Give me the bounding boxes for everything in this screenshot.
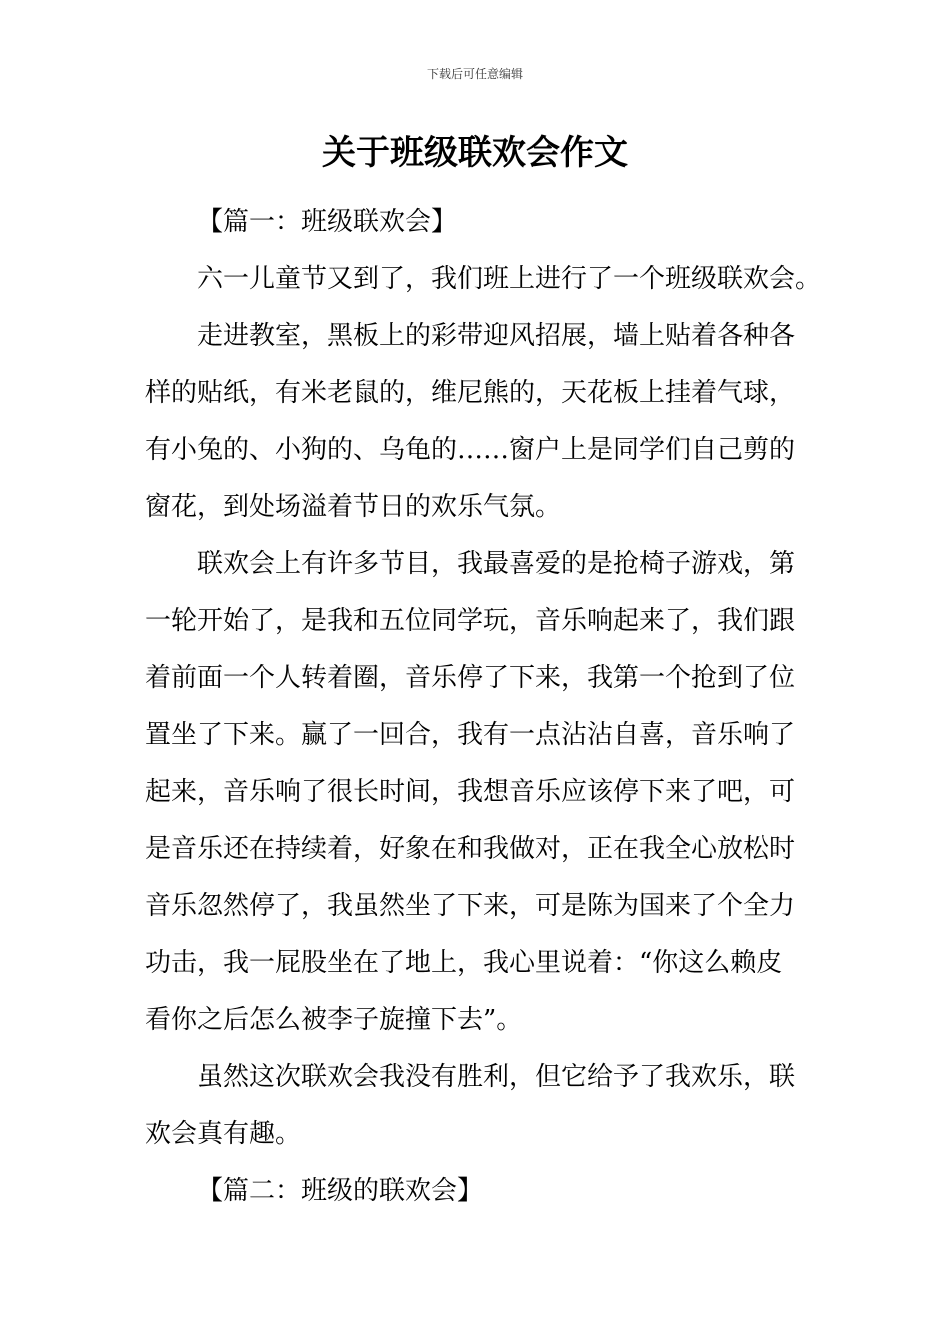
paragraph-line: 着前面一个人转着圈，音乐停了下来，我第一个抢到了位 bbox=[145, 663, 796, 693]
paragraph-line: 走进教室，黑板上的彩带迎风招展，墙上贴着各种各 bbox=[197, 321, 796, 351]
paragraph-line: 起来，音乐响了很长时间，我想音乐应该停下来了吧，可 bbox=[145, 777, 796, 807]
paragraph-line: 置坐了下来。赢了一回合，我有一点沾沾自喜，音乐响了 bbox=[145, 720, 796, 750]
section-heading-2: 【篇二：班级的联欢会】 bbox=[197, 1176, 484, 1206]
paragraph-line: 一轮开始了，是我和五位同学玩，音乐响起来了，我们跟 bbox=[145, 606, 796, 636]
paragraph-line: 音乐忽然停了，我虽然坐了下来，可是陈为国来了个全力 bbox=[145, 891, 796, 921]
paragraph-line: 看你之后怎么被李子旋撞下去”。 bbox=[145, 1005, 523, 1035]
page-title: 关于班级联欢会作文 bbox=[322, 133, 628, 173]
paragraph-line: 是音乐还在持续着，好象在和我做对，正在我全心放松时 bbox=[145, 834, 796, 864]
paragraph-line: 窗花，到处场溢着节日的欢乐气氛。 bbox=[145, 492, 562, 522]
paragraph-line: 功击，我一屁股坐在了地上，我心里说着：“你这么赖皮 bbox=[145, 948, 783, 978]
paragraph-line: 联欢会上有许多节目，我最喜爱的是抢椅子游戏，第 bbox=[197, 549, 796, 579]
paragraph-line: 六一儿童节又到了，我们班上进行了一个班级联欢会。 bbox=[197, 264, 822, 294]
header-note: 下载后可任意编辑 bbox=[426, 67, 523, 81]
paragraph-line: 欢会真有趣。 bbox=[145, 1119, 302, 1149]
section-heading-1: 【篇一：班级联欢会】 bbox=[197, 207, 458, 237]
paragraph-line: 样的贴纸，有米老鼠的，维尼熊的，天花板上挂着气球， bbox=[145, 378, 796, 408]
paragraph-line: 有小兔的、小狗的、乌龟的……窗户上是同学们自己剪的 bbox=[145, 435, 796, 465]
paragraph-line: 虽然这次联欢会我没有胜利，但它给予了我欢乐，联 bbox=[197, 1062, 796, 1092]
essay-body bbox=[145, 194, 822, 1220]
